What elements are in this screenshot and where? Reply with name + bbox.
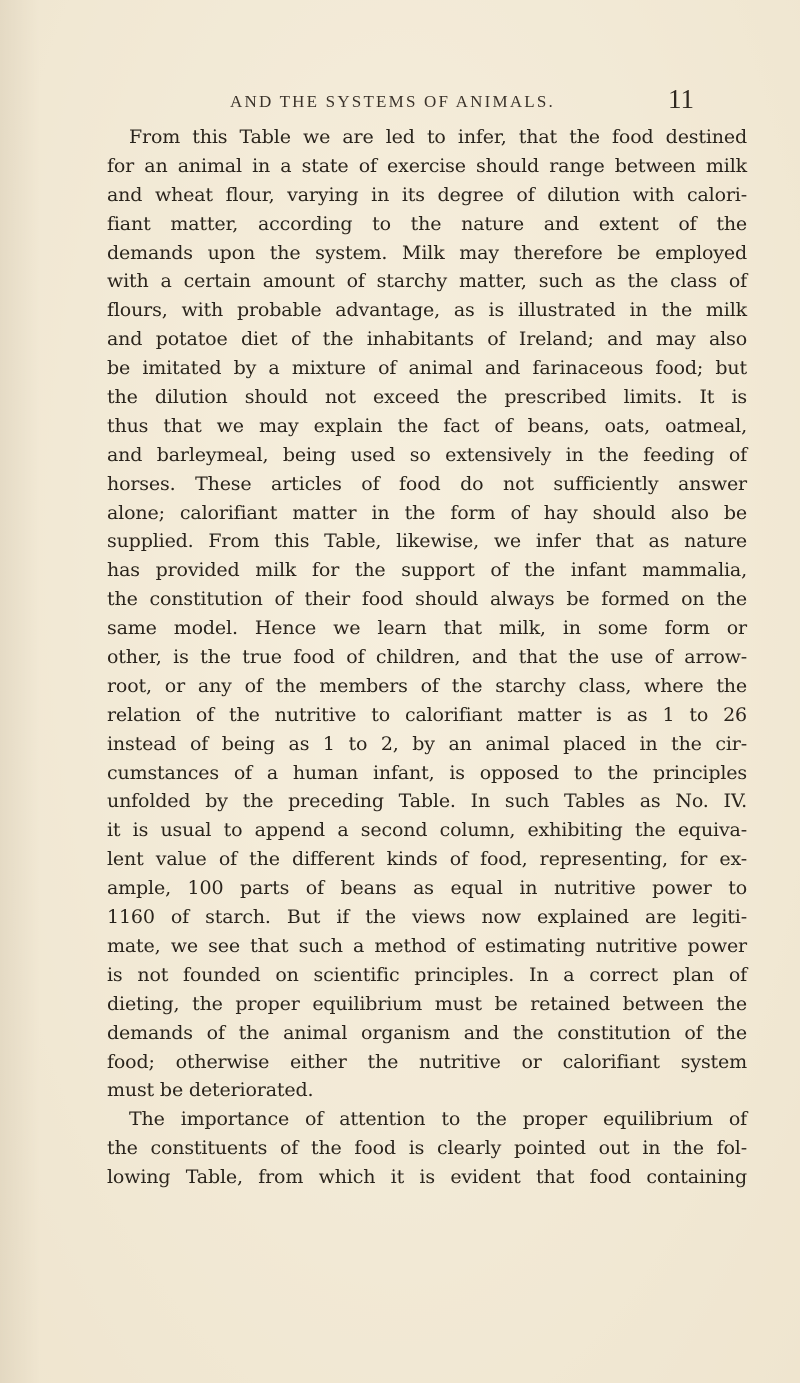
page-number: 11 — [668, 84, 694, 114]
text-line: same model. Hence we learn that milk, in some form or — [107, 617, 747, 640]
text-line: other, is the true food of children, and that the use of arrow- — [107, 646, 747, 669]
text-line: flours, with probable advantage, as is illustrated in the milk — [107, 299, 747, 322]
text-line: fiant matter, according to the nature and extent of the — [107, 212, 747, 235]
text-line: it is usual to append a second column, exhibiting the equiva- — [107, 819, 747, 842]
text-line: demands upon the system. Milk may therefore be employed — [107, 241, 747, 264]
text-line: From this Table we are led to infer, that the food destined — [129, 126, 747, 148]
text-line: ample, 100 parts of beans as equal in nutritive power to — [107, 877, 747, 900]
text-line: lent value of the different kinds of food, representing, for ex- — [107, 848, 747, 871]
page-header — [0, 84, 800, 124]
text-line: supplied. From this Table, likewise, we infer that as nature — [107, 530, 747, 553]
paragraph-2 — [107, 1105, 747, 1192]
text-line: dieting, the proper equilibrium must be retained between the — [107, 992, 747, 1015]
text-line: alone; calorifiant matter in the form of hay should also be — [107, 501, 747, 524]
paragraph-1 — [107, 123, 747, 1105]
text-line: the constitution of their food should always be formed on the — [107, 588, 747, 611]
text-line: root, or any of the members of the starchy class, where the — [107, 674, 747, 697]
text-line: food; otherwise either the nutritive or calorifiant system — [107, 1050, 747, 1073]
text-line: and barleymeal, being used so extensively in the feeding of — [107, 443, 747, 466]
text-line: cumstances of a human infant, is opposed to the principles — [107, 761, 747, 784]
text-line: 1160 of starch. But if the views now explained are legiti- — [107, 906, 747, 929]
text-line: the constituents of the food is clearly pointed out in the fol- — [107, 1137, 747, 1160]
text-line: and wheat flour, varying in its degree of dilution with calori- — [107, 183, 747, 206]
text-line: relation of the nutritive to calorifiant matter is as 1 to 26 — [107, 703, 747, 726]
text-line: is not founded on scientific principles. In a correct plan of — [107, 963, 747, 986]
text-line: horses. These articles of food do not sufficiently answer — [107, 472, 747, 495]
text-line: unfolded by the preceding Table. In such Tables as No. IV. — [107, 790, 747, 813]
text-line: instead of being as 1 to 2, by an animal placed in the cir- — [107, 732, 747, 755]
text-line: has provided milk for the support of the infant mammalia, — [107, 559, 747, 582]
text-line: and potatoe diet of the inhabitants of Ireland; and may also — [107, 328, 747, 351]
text-line: thus that we may explain the fact of beans, oats, oatmeal, — [107, 414, 747, 437]
text-line: for an animal in a state of exercise should range between milk — [107, 154, 747, 177]
text-line: be imitated by a mixture of animal and farinaceous food; but — [107, 357, 747, 380]
text-line: demands of the animal organism and the constitution of the — [107, 1021, 747, 1044]
text-line: with a certain amount of starchy matter, such as the class of — [107, 270, 747, 293]
text-line: the dilution should not exceed the prescribed limits. It is — [107, 386, 747, 409]
text-line: must be deteriorated. — [107, 1079, 314, 1102]
running-head: AND THE SYSTEMS OF ANIMALS. — [230, 92, 555, 111]
body-text — [107, 123, 747, 1192]
text-line: mate, we see that such a method of estimating nutritive power — [107, 934, 747, 957]
text-line: lowing Table, from which it is evident that food containing — [107, 1166, 747, 1189]
text-line: The importance of attention to the proper equilibrium of — [129, 1108, 747, 1131]
